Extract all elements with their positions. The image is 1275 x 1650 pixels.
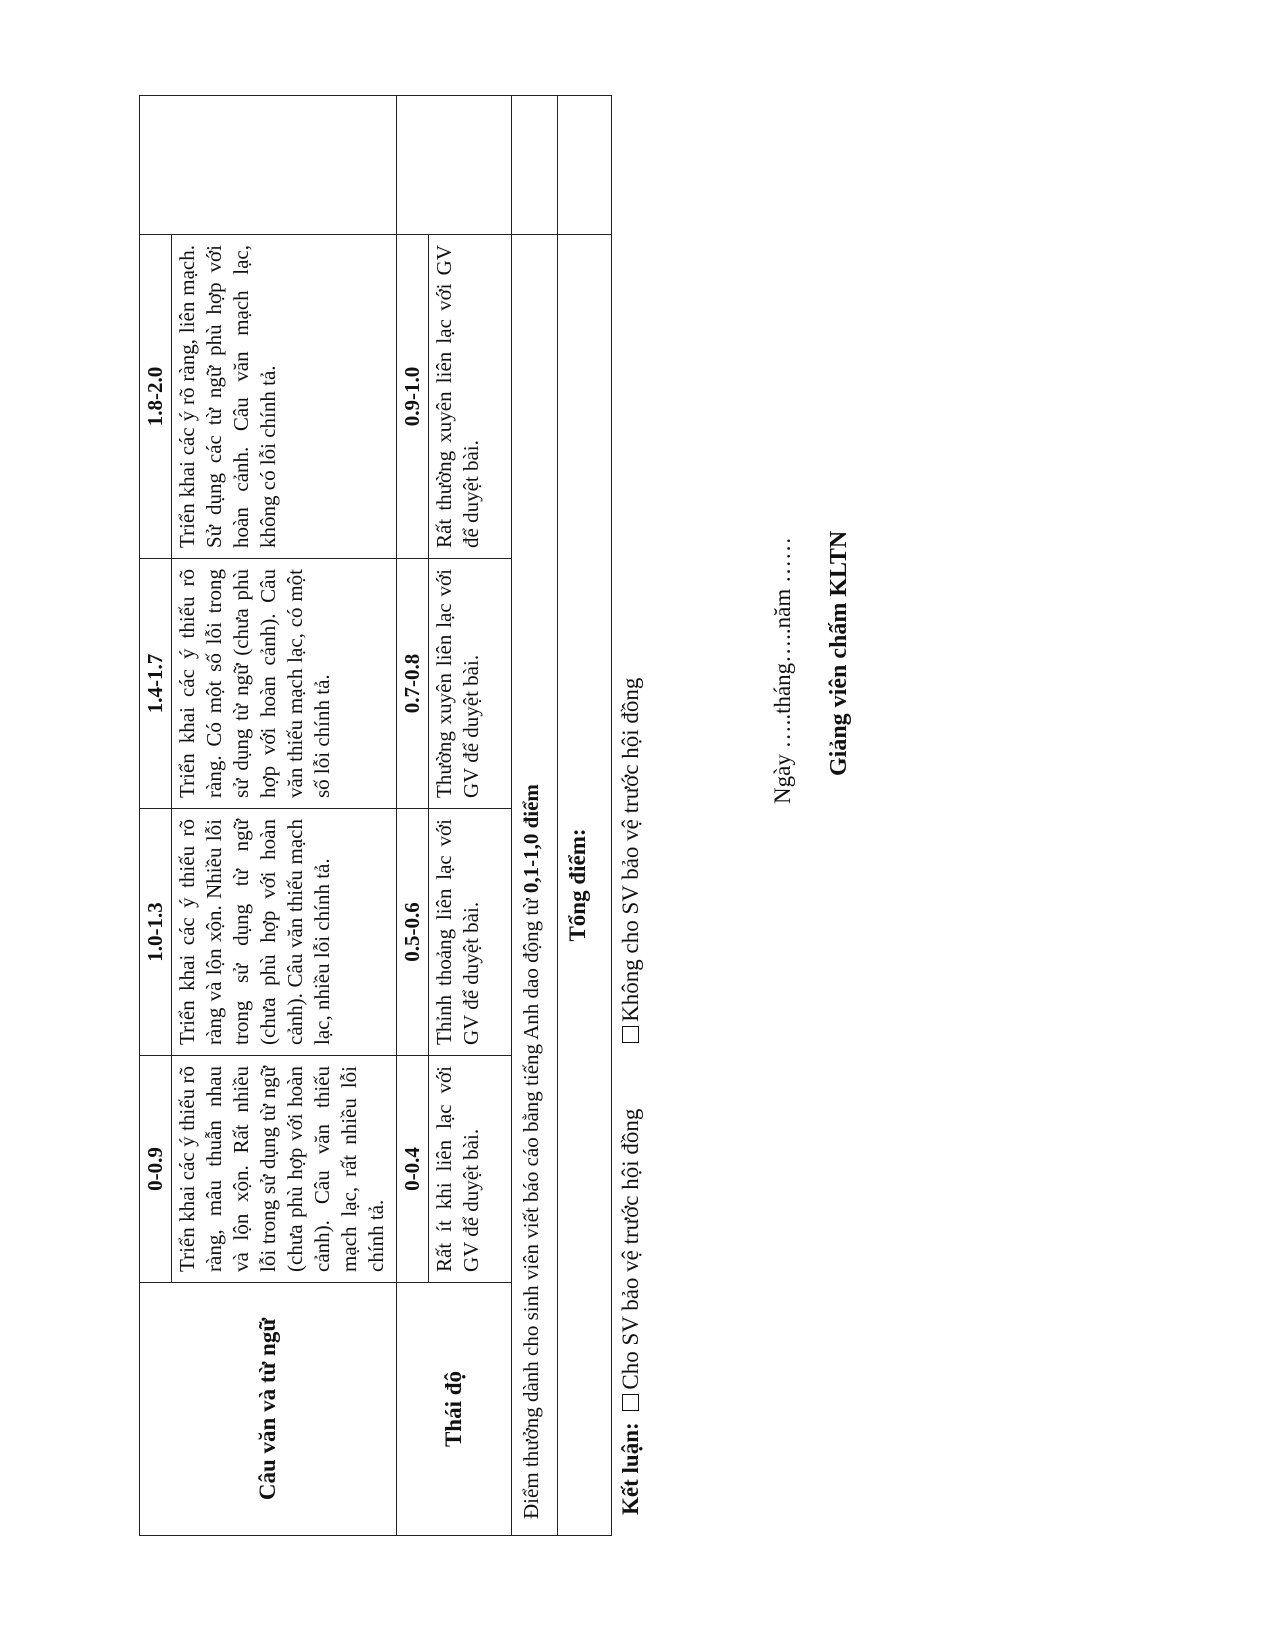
rubric-row-total (558, 96, 612, 1536)
total-label: Tổng điểm: (558, 235, 612, 1536)
level-cell (140, 559, 397, 809)
level-cell (140, 1056, 397, 1283)
criterion-cell: Thái độ (397, 1283, 512, 1536)
level-cell (140, 235, 397, 559)
level-description: Triển khai các ý thiếu rõ ràng và lộn xộn. Nhiều lỗi trong sử dụng từ ngữ (chưa phù hợp với hoàn cảnh). Câu văn thiếu mạch lạc, nhiều lỗi chính tả. (175, 819, 334, 1045)
grading-rubric-table (139, 95, 612, 1536)
score-range: 0.5-0.6 (397, 809, 429, 1055)
conclusion-line (618, 678, 644, 1515)
level-description: Thường xuyên liên lạc với GV để duyệt bài. (432, 569, 483, 798)
score-range: 1.8-2.0 (140, 235, 172, 558)
criterion-cell: Câu văn và từ ngữ (140, 1283, 397, 1536)
rubric-row-bonus (512, 96, 558, 1536)
level-cell (397, 809, 512, 1056)
conclusion-label: Kết luận: (618, 1422, 643, 1515)
level-cell (397, 559, 512, 809)
bonus-note-range: 0,1-1,0 điểm (519, 784, 543, 894)
level-description: Triển khai các ý rõ ràng, liên mạch. Sử dụng các từ ngữ phù hợp với hoàn cảnh. Câu văn mạch lạc, không có lỗi chính tả. (175, 245, 280, 548)
level-cell (397, 1056, 512, 1283)
level-cell (397, 235, 512, 559)
score-range: 1.0-1.3 (140, 809, 172, 1055)
option-not-defend: Không cho SV bảo vệ trước hội đồng (618, 677, 643, 1022)
date-line: Ngày …..tháng…..năm …… (770, 536, 795, 804)
checkbox-icon[interactable] (622, 1394, 639, 1411)
score-range: 1.4-1.7 (140, 559, 172, 808)
signer-title: Giảng viên chấm KLTN (826, 530, 852, 776)
bonus-note-text: Điểm thưởng dành cho sinh viên viết báo cáo bằng tiếng Anh dao động từ (519, 893, 543, 1519)
total-score-cell (558, 96, 612, 235)
level-description: Rất ít khi liên lạc với GV để duyệt bài. (432, 1066, 483, 1272)
level-description: Triển khai các ý thiếu rõ ràng. Có một số lỗi trong sử dụng từ ngữ (chưa phù hợp với hoàn cảnh). Câu văn thiếu mạch lạc, có một số lỗi chính tả. (175, 569, 334, 798)
checkbox-icon[interactable] (622, 1026, 639, 1043)
level-description: Rất thường xuyên liên lạc với GV để duyệt bài. (432, 245, 483, 548)
rubric-row-attitude (397, 96, 512, 1536)
bonus-score-cell (512, 96, 558, 235)
rubric-row-language (140, 96, 397, 1536)
level-description: Triển khai các ý thiếu rõ ràng, mâu thuẫn nhau và lộn xộn. Rất nhiều lỗi trong sử dụng từ ngữ (chưa phù hợp với hoàn cảnh). Câu văn thiếu mạch lạc, rất nhiều lỗi chính tả. (175, 1066, 388, 1272)
score-range: 0-0.9 (140, 1056, 172, 1282)
score-range: 0.7-0.8 (397, 559, 429, 808)
score-range: 0.9-1.0 (397, 235, 429, 558)
level-description: Thỉnh thoảng liên lạc với GV để duyệt bài. (432, 819, 483, 1045)
score-input-cell (140, 96, 397, 235)
option-defend: Cho SV bảo vệ trước hội đồng (618, 1108, 643, 1390)
bonus-note (512, 235, 558, 1536)
score-input-cell (397, 96, 512, 235)
level-cell (140, 809, 397, 1056)
score-range: 0-0.4 (397, 1056, 429, 1282)
